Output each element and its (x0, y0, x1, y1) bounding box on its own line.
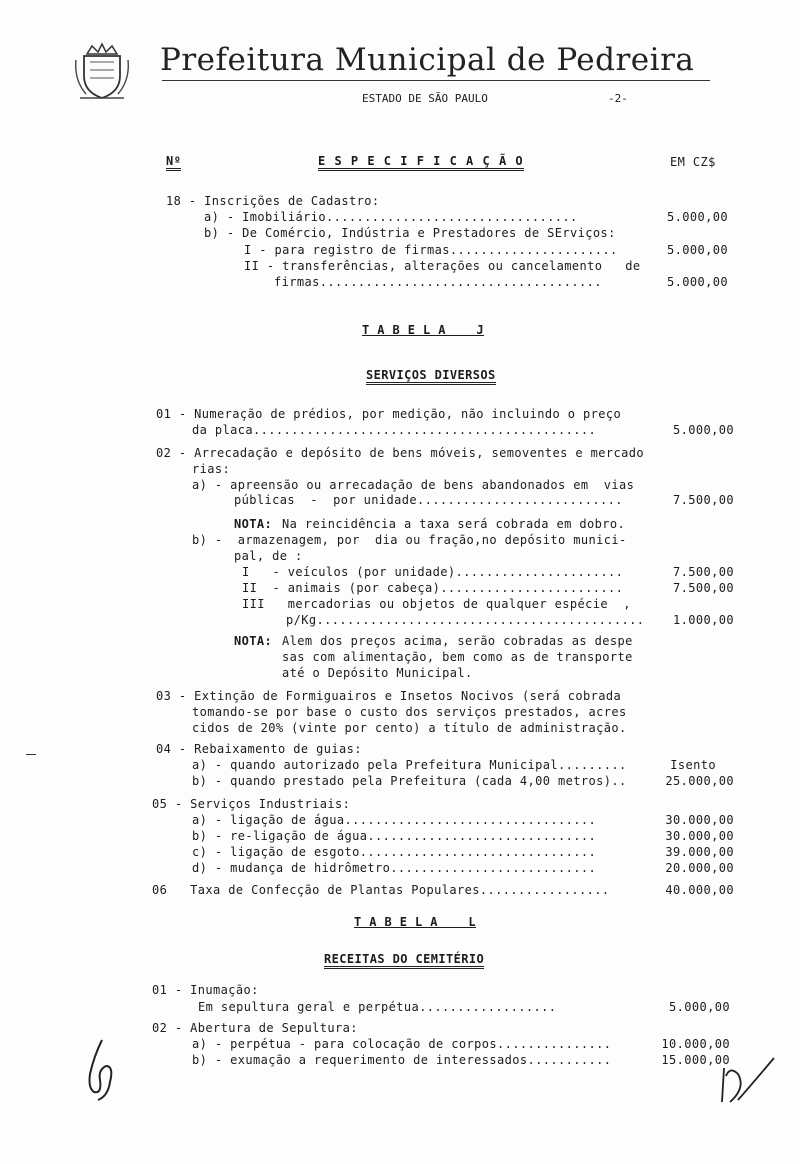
cemetery-item-02b-text: b) - exumação a requerimento de interessados........... (192, 1053, 612, 1067)
nota-2-line-1: Alem dos preços acima, serão cobradas as despe (282, 634, 633, 648)
item-05d-value: 20.000,00 (665, 861, 734, 875)
item-18b-ii-cont: firmas..................................... (274, 275, 602, 289)
nota-2-label: NOTA: (234, 634, 273, 648)
cemetery-item-02a-text: a) - perpétua - para colocação de corpos............... (192, 1037, 612, 1051)
item-05a-value: 30.000,00 (665, 813, 734, 827)
cemetery-item-02b-value: 15.000,00 (661, 1053, 730, 1067)
handwritten-initial-left (80, 1036, 124, 1104)
item-05b-text: b) - re-ligação de água.............................. (192, 829, 597, 843)
cemetery-item-02-title: 02 - Abertura de Sepultura: (152, 1021, 358, 1035)
item-02b-iii-cont: p/Kg........................................... (286, 613, 645, 627)
item-18b-i-text: I - para registro de firmas...................... (244, 243, 618, 257)
servicos-diversos-heading: SERVIÇOS DIVERSOS (366, 368, 496, 385)
item-18a-text: a) - Imobiliário................................. (204, 210, 578, 224)
item-02-cont: rias: (192, 462, 231, 476)
item-05c-value: 39.000,00 (665, 845, 734, 859)
item-01-text: 01 - Numeração de prédios, por medição, não incluindo o preço (156, 407, 622, 421)
item-02-text: 02 - Arrecadação e depósito de bens móveis, semoventes e mercado (156, 446, 644, 460)
item-18b-ii-value: 5.000,00 (667, 275, 728, 289)
item-02a-value: 7.500,00 (673, 493, 734, 507)
item-18b-text: b) - De Comércio, Indústria e Prestadores de SErviços: (204, 226, 616, 240)
item-18b-i-value: 5.000,00 (667, 243, 728, 257)
specification-heading: E S P E C I F I C A Ç Ã O (318, 154, 524, 171)
item-03-cont-2: cidos de 20% (vinte por cento) a título de administração. (192, 721, 627, 735)
item-18a-value: 5.000,00 (667, 210, 728, 224)
currency-column-header: EM CZ$ (670, 155, 716, 169)
item-05c-text: c) - ligação de esgoto............................... (192, 845, 597, 859)
title-rule (162, 80, 710, 81)
handwritten-initial-right (716, 1054, 780, 1106)
nota-2-line-2: sas com alimentação, bem como as de transporte (282, 650, 633, 664)
item-03-text: 03 - Extinção de Formiguairos e Insetos Nocivos (será cobrada (156, 689, 622, 703)
item-05-title: 05 - Serviços Industriais: (152, 797, 351, 811)
item-03-cont-1: tomando-se por base o custo dos serviços prestados, acres (192, 705, 627, 719)
page-title: Prefeitura Municipal de Pedreira (160, 42, 695, 78)
item-18-title: 18 - Inscrições de Cadastro: (166, 194, 380, 208)
item-02b-i-value: 7.500,00 (673, 565, 734, 579)
item-02a-text: a) - apreensão ou arrecadação de bens abandonados em vias (192, 478, 635, 492)
item-06-text: 06 Taxa de Confecção de Plantas Populares................. (152, 883, 610, 897)
page-number: -2- (608, 92, 628, 105)
item-02a-cont: públicas - por unidade........................... (234, 493, 623, 507)
item-04b-value: 25.000,00 (665, 774, 734, 788)
tabela-j-heading: T A B E L A J (362, 323, 484, 337)
item-02b-iii-value: 1.000,00 (673, 613, 734, 627)
item-04a-text: a) - quando autorizado pela Prefeitura Municipal......... (192, 758, 627, 772)
cemetery-item-01-title: 01 - Inumação: (152, 983, 259, 997)
margin-mark (26, 754, 36, 755)
item-06-value: 40.000,00 (665, 883, 734, 897)
item-02b-ii-text: II - animais (por cabeça)........................ (242, 581, 624, 595)
item-04b-text: b) - quando prestado pela Prefeitura (cada 4,00 metros).. (192, 774, 627, 788)
state-label: ESTADO DE SÃO PAULO (362, 92, 488, 105)
item-05a-text: a) - ligação de água................................. (192, 813, 597, 827)
item-02b-i-text: I - veículos (por unidade)...................... (242, 565, 624, 579)
item-18b-ii-text: II - transferências, alterações ou cancelamento de (244, 259, 641, 273)
item-02b-cont: pal, de : (234, 549, 303, 563)
item-05b-value: 30.000,00 (665, 829, 734, 843)
number-column-header: Nº (166, 154, 181, 171)
item-04-title: 04 - Rebaixamento de guias: (156, 742, 362, 756)
receitas-cemiterio-heading: RECEITAS DO CEMITÉRIO (324, 952, 484, 969)
nota-2-line-3: até o Depósito Municipal. (282, 666, 473, 680)
item-05d-text: d) - mudança de hidrômetro........................... (192, 861, 597, 875)
item-02b-ii-value: 7.500,00 (673, 581, 734, 595)
cemetery-item-01-text: Em sepultura geral e perpétua.................. (198, 1000, 557, 1014)
item-04a-value: Isento (670, 758, 716, 772)
item-01-cont: da placa............................................. (192, 423, 597, 437)
municipal-seal-icon (72, 40, 132, 102)
item-01-value: 5.000,00 (673, 423, 734, 437)
item-02b-iii-text: III mercadorias ou objetos de qualquer espécie , (242, 597, 631, 611)
cemetery-item-01-value: 5.000,00 (669, 1000, 730, 1014)
cemetery-item-02a-value: 10.000,00 (661, 1037, 730, 1051)
tabela-l-heading: T A B E L A L (354, 915, 476, 929)
nota-1-label: NOTA: (234, 517, 273, 531)
nota-1-text: Na reincidência a taxa será cobrada em dobro. (282, 517, 626, 531)
item-02b-text: b) - armazenagem, por dia ou fração,no depósito munici- (192, 533, 627, 547)
